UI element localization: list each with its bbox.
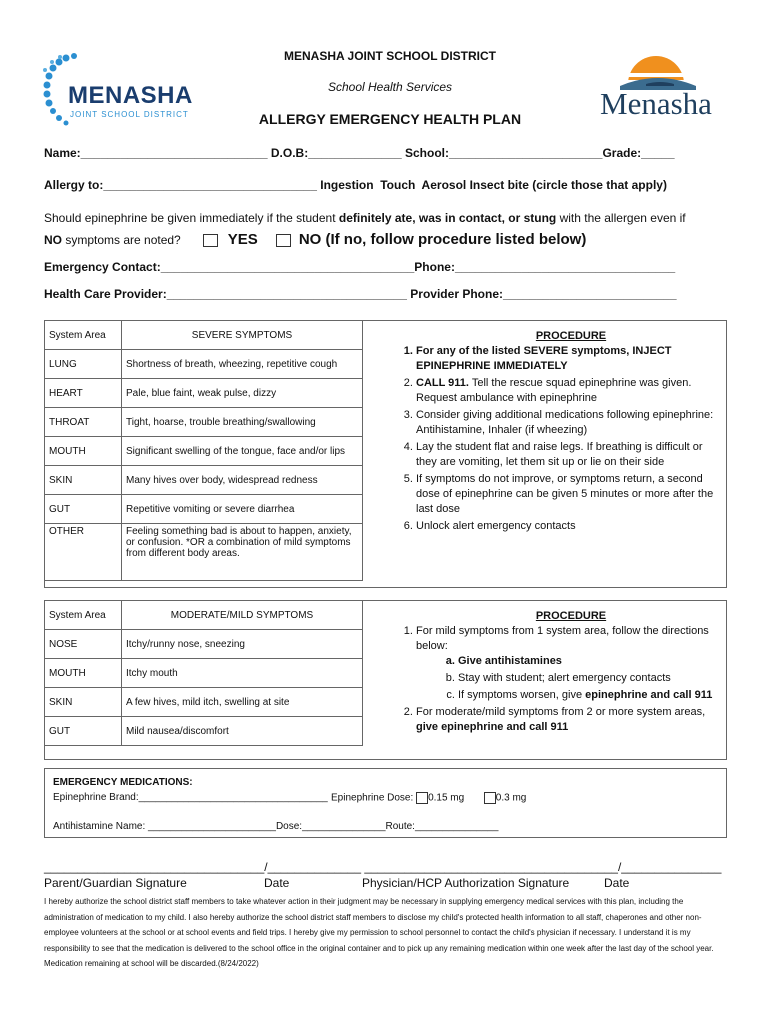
table-row: LUNG Shortness of breath, wheezing, repetitive cough <box>45 350 363 379</box>
parent-signature-label: Parent/Guardian Signature <box>44 876 187 890</box>
table-row: THROAT Tight, hoarse, trouble breathing/swallowing <box>45 408 363 437</box>
table-row: GUT Mild nausea/discomfort <box>45 717 363 746</box>
yes-checkbox[interactable] <box>203 234 218 247</box>
severe-section <box>44 320 727 588</box>
date1-label: Date <box>264 876 290 890</box>
signature-lines[interactable]: _________________________________/______________ ______________________________________/_______________ <box>44 860 722 874</box>
table-row: SKIN A few hives, mild itch, swelling at site <box>45 688 363 717</box>
severe-step-6: 6. Unlock alert emergency contacts <box>416 519 722 534</box>
mild-procedure <box>390 609 722 737</box>
severe-step-5: 5. If symptoms do not improve, or symptoms return, a second dose of epinephrine can be given 5 minutes or more after the last dose <box>416 472 722 517</box>
epinephrine-question: Should epinephrine be given immediately if the student definitely ate, was in contact, or stung with the allergen even if NO symptoms are noted? YES NO (If no, follow procedure listed below) <box>44 211 686 248</box>
mild-step-2: 2. For moderate/mild symptoms from 2 or more system areas, give epinephrine and call 911 <box>416 705 722 735</box>
logo-left-word: MENASHA <box>68 82 193 109</box>
emergency-contact-line[interactable]: Emergency Contact:______________________________________Phone:_________________________________ <box>44 260 676 274</box>
severe-header-symptoms: SEVERE SYMPTOMS <box>122 321 363 350</box>
severe-step-2: 2. CALL 911. Tell the rescue squad epinephrine was given. Request ambulance with epinephrine <box>416 376 722 406</box>
table-row: MOUTH Significant swelling of the tongue, face and/or lips <box>45 437 363 466</box>
mild-step-1c: c. If symptoms worsen, give epinephrine and call 911 <box>458 688 722 703</box>
mild-procedure-title: PROCEDURE <box>535 610 607 622</box>
antihistamine-field[interactable]: Antihistamine Name: _______________________Dose:_______________Route:_______________ <box>53 821 499 832</box>
physician-signature-label: Physician/HCP Authorization Signature <box>362 876 570 890</box>
mild-step-1b: b. Stay with student; alert emergency contacts <box>458 671 722 686</box>
table-row: MOUTH Itchy mouth <box>45 659 363 688</box>
health-provider-line[interactable]: Health Care Provider:____________________________________ Provider Phone:__________________________ <box>44 287 677 301</box>
severe-step-3: 3. Consider giving additional medications following epinephrine: Antihistamine, Inhaler (if wheezing) <box>416 408 722 438</box>
mild-symptoms-table <box>44 600 363 746</box>
authorization-text: I hereby authorize the school district staff members to take whatever action in their judgment may be necessary in supplying emergency medical services with this plan, including the administration of medication to my child. I also hereby authorize the school district staff members to disclose my child's protected health information to all staff, chaperones and other non-employee volunteers at the school or at school events and field trips. I hereby give my permission to school personnel to contact the child's physician if necessary. I understand it is my responsibility to see that the medication is delivered to the school office in the original container and to pick up any remaining medication within one week after the last day of the school year. Medication remaining at school will be discarded.(8/24/2022) <box>44 897 714 968</box>
logo-left-subtitle: JOINT SCHOOL DISTRICT <box>70 110 189 119</box>
menasha-district-logo <box>40 48 193 133</box>
dose-015-checkbox[interactable] <box>416 792 428 804</box>
severe-symptoms-table <box>44 320 363 581</box>
no-label: NO (If no, follow procedure listed below) <box>298 231 587 248</box>
date2-label: Date <box>604 876 630 890</box>
allergy-line[interactable]: Allergy to:________________________________ Ingestion Touch Aerosol Insect bite (circle those that apply) <box>44 178 667 192</box>
mild-header-area: System Area <box>45 601 122 630</box>
severe-procedure-title: PROCEDURE <box>535 330 607 342</box>
severe-step-4: 4. Lay the student flat and raise legs. If breathing is difficult or they are vomiting, let them sit up or lie on their side <box>416 440 722 470</box>
mild-step-1a: a. Give antihistamines <box>458 654 722 669</box>
mild-header-symptoms: MODERATE/MILD SYMPTOMS <box>122 601 363 630</box>
table-row: NOSE Itchy/runny nose, sneezing <box>45 630 363 659</box>
epinephrine-dose: Epinephrine Dose: 0.15 mg 0.3 mg <box>331 792 527 804</box>
mild-step-1: 1. For mild symptoms from 1 system area, follow the directions below: a. Give antihistamines b. Stay with student; alert emergency contacts c. If symptoms worsen, give epinephrine and call 911 <box>416 624 722 703</box>
page-title: ALLERGY EMERGENCY HEALTH PLAN <box>258 111 522 127</box>
table-row: HEART Pale, blue faint, weak pulse, dizzy <box>45 379 363 408</box>
district-name: MENASHA JOINT SCHOOL DISTRICT <box>283 49 496 63</box>
table-row: OTHER Feeling something bad is about to happen, anxiety, or confusion. *OR a combination of mild symptoms from different body areas. <box>45 524 363 581</box>
logo-right-word: Menasha <box>600 86 712 121</box>
severe-step-1: 1. For any of the listed SEVERE symptoms, INJECT EPINEPHRINE IMMEDIATELY <box>416 344 722 374</box>
menasha-city-logo <box>598 46 718 126</box>
services-subtitle: School Health Services <box>327 80 453 94</box>
name-dob-school-grade-line[interactable]: Name:____________________________ D.O.B:______________ School:_______________________Grade:_____ <box>44 146 675 160</box>
yes-label: YES <box>227 231 258 248</box>
table-row: SKIN Many hives over body, widespread redness <box>45 466 363 495</box>
medications-title: EMERGENCY MEDICATIONS: <box>53 777 193 788</box>
epinephrine-brand-field[interactable]: Epinephrine Brand:__________________________________ <box>53 792 328 803</box>
table-row: GUT Repetitive vomiting or severe diarrhea <box>45 495 363 524</box>
emergency-medications-box <box>44 768 727 838</box>
severe-procedure <box>390 329 722 536</box>
severe-header-area: System Area <box>45 321 122 350</box>
dose-03-checkbox[interactable] <box>484 792 496 804</box>
mild-section <box>44 600 727 760</box>
no-checkbox[interactable] <box>276 234 291 247</box>
